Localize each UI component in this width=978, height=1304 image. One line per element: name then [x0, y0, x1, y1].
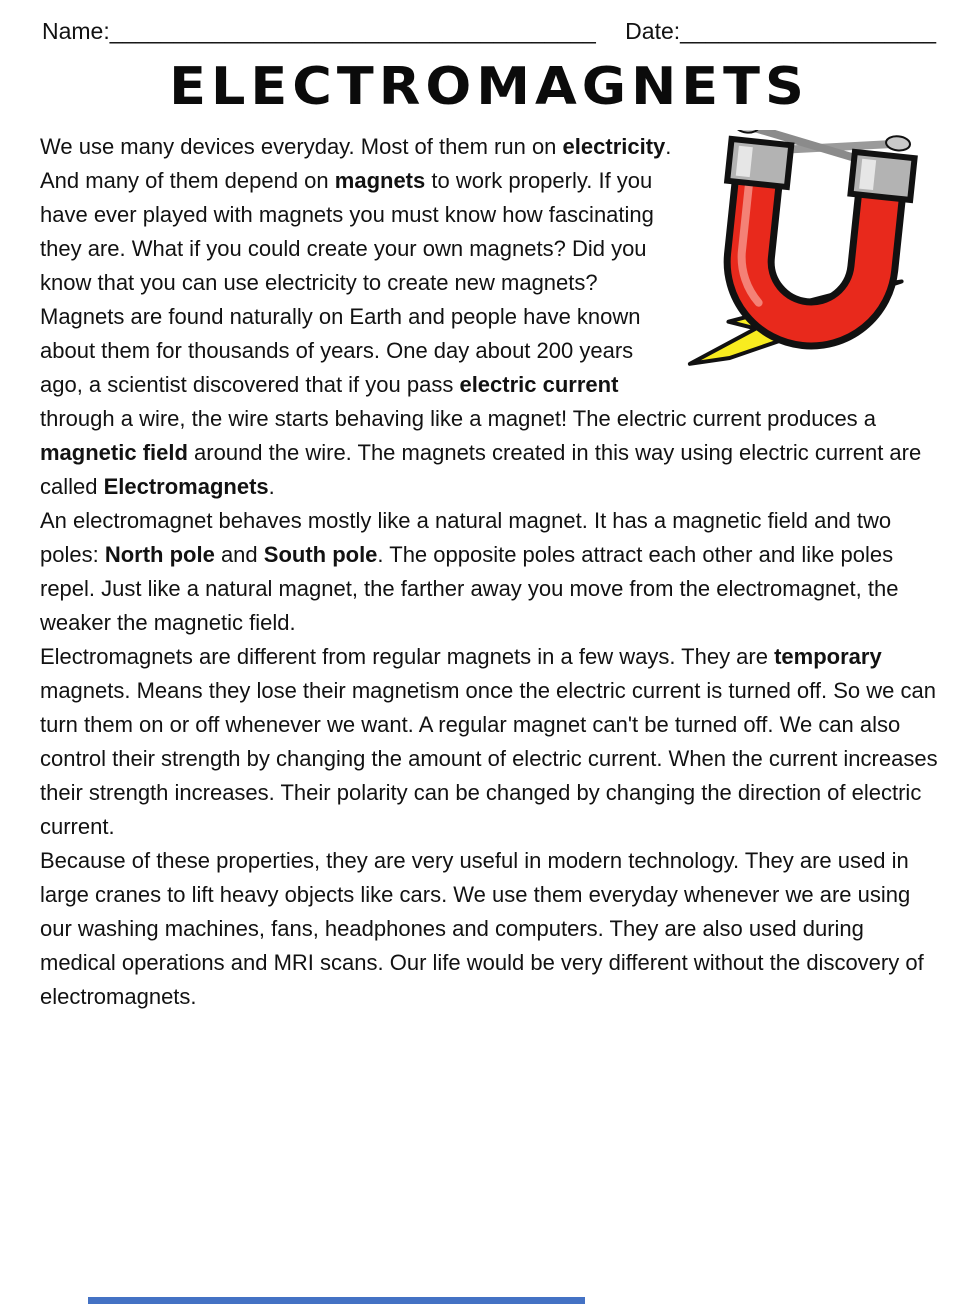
text-run: Magnets are found naturally on Earth and people have known about them for thousands of years. One day about 200 years ago, a scientist discovered that if you pass: [40, 304, 641, 397]
name-blank-line: ______________________________________: [109, 18, 596, 44]
text-run: temporary: [774, 644, 882, 669]
text-run: through a wire, the wire starts behaving like a magnet! The electric current produces a: [40, 406, 877, 431]
paragraph: [40, 844, 938, 1014]
text-run: North pole: [104, 542, 215, 567]
content-area: [0, 124, 978, 1014]
footer-accent-bar: [88, 1297, 585, 1304]
text-run: Electromagnets are different from regular magnets in a few ways. They are: [40, 644, 775, 669]
date-field: [625, 18, 936, 45]
text-run: electricity: [562, 134, 666, 159]
magnet-illustration: [686, 130, 938, 378]
magnet-svg: [686, 130, 938, 378]
text-run: and: [214, 542, 264, 567]
text-run: magnets: [334, 168, 426, 193]
text-run: electric current: [459, 372, 619, 397]
date-label: Date:: [625, 18, 681, 44]
magnet-tip-left: [727, 139, 791, 187]
text-run: magnetic field: [40, 440, 188, 465]
date-blank-line: ____________________: [680, 18, 936, 44]
text-run: around the wire. The magnets created in this way using electric current are called: [40, 440, 922, 499]
text-run: An electromagnet behaves mostly like a natural magnet. It has a magnetic field and two poles:: [40, 508, 892, 567]
text-run: . The opposite poles attract each other and like poles repel. Just like a natural magnet, the farther away you move from the electromagnet, the weaker the magnetic field.: [40, 542, 899, 635]
text-run: . And many of them depend on: [40, 134, 672, 193]
name-field: [42, 18, 596, 45]
text-run: We use many devices everyday. Most of them run on: [40, 134, 563, 159]
paragraph: [40, 504, 938, 640]
paragraph: [40, 640, 938, 844]
text-run: magnets. Means they lose their magnetism once the electric current is turned off. So we can turn them on or off whenever we want. A regular magnet can't be turned off. We can also control their strength by changing the amount of electric current. When the current increases their strength increases. Their polarity can be changed by changing the direction of electric current.: [40, 678, 938, 839]
text-run: Electromagnets: [103, 474, 269, 499]
page-title: ELECTROMAGNETS: [169, 56, 809, 117]
text-run: Because of these properties, they are very useful in modern technology. They are used in large cranes to lift heavy objects like cars. We use them everyday whenever we are using our washing machines, fans, headphones and computers. They are also used during medical operations and MRI scans. Our life would be very different without the discovery of electromagnets.: [40, 848, 924, 1009]
text-run: .: [268, 474, 275, 499]
magnet-tip-right: [851, 152, 915, 200]
header-row: [0, 0, 978, 45]
text-run: to work properly. If you have ever played with magnets you must know how fascinating they are. What if you could create your own magnets? Did you know that you can use electricity to create new magnets?: [40, 168, 654, 295]
magnet-group: [690, 130, 917, 378]
name-label: Name:: [42, 18, 110, 44]
text-run: South pole: [263, 542, 378, 567]
